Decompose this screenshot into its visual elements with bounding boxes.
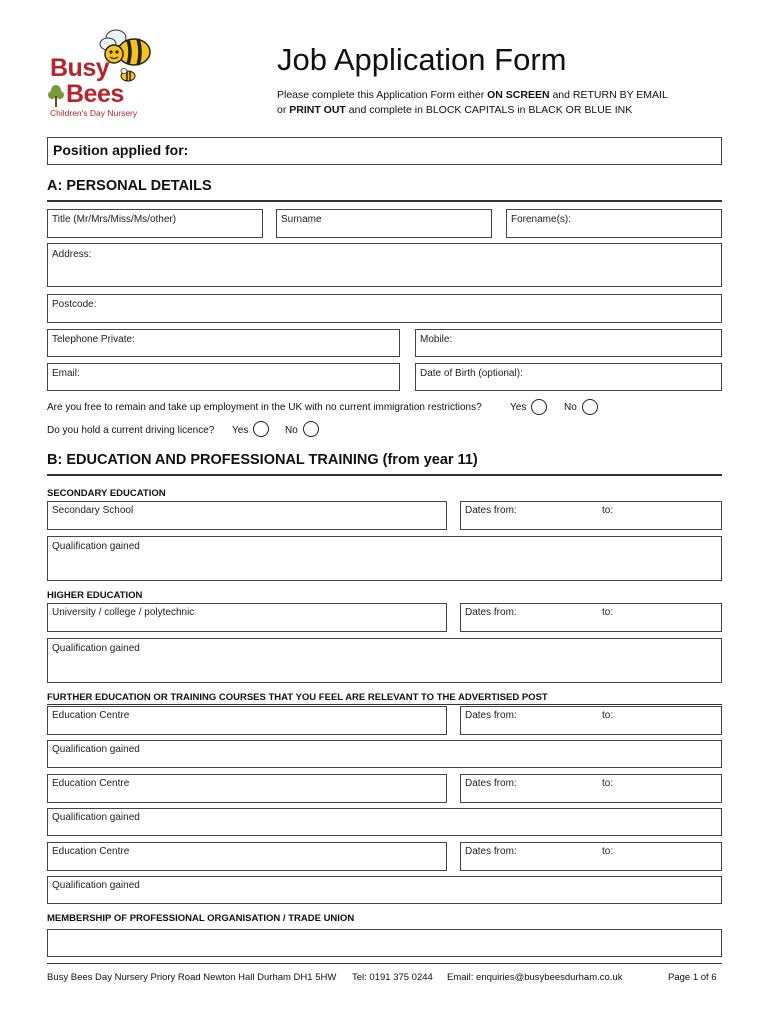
immigration-yes-radio[interactable] bbox=[531, 399, 547, 415]
intro-text: and RETURN BY EMAIL bbox=[549, 89, 668, 101]
further-dates-field-3[interactable] bbox=[460, 842, 722, 871]
intro-text: or bbox=[277, 104, 290, 116]
telephone-label: Telephone Private: bbox=[52, 334, 135, 345]
driving-licence-question: Do you hold a current driving licence? bbox=[47, 425, 215, 436]
section-a-heading: A: PERSONAL DETAILS bbox=[47, 178, 212, 194]
footer-divider bbox=[47, 963, 722, 964]
education-centre-field-2[interactable] bbox=[47, 774, 447, 803]
education-centre-field-1[interactable] bbox=[47, 706, 447, 735]
dates-to-label: to: bbox=[602, 710, 614, 721]
further-education-divider bbox=[47, 704, 722, 705]
forename-field[interactable] bbox=[506, 209, 722, 238]
immigration-no-label: No bbox=[564, 402, 577, 413]
telephone-field[interactable] bbox=[47, 329, 400, 357]
page-title: Job Application Form bbox=[277, 42, 567, 77]
dates-from-label: Dates from: bbox=[465, 778, 517, 789]
higher-education-heading: HIGHER EDUCATION bbox=[47, 590, 143, 601]
driving-no-radio[interactable] bbox=[303, 421, 319, 437]
section-b-heading: B: EDUCATION AND PROFESSIONAL TRAINING (from year 11) bbox=[47, 452, 478, 468]
email-field[interactable] bbox=[47, 363, 400, 391]
education-centre-field-3[interactable] bbox=[47, 842, 447, 871]
intro-text: Please complete this Application Form either bbox=[277, 89, 488, 101]
postcode-label: Postcode: bbox=[52, 299, 97, 310]
higher-qualification-field[interactable] bbox=[47, 638, 722, 683]
driving-yes-radio[interactable] bbox=[253, 421, 269, 437]
secondary-school-label: Secondary School bbox=[52, 505, 134, 516]
logo-word-busy: Busy bbox=[50, 54, 110, 82]
logo-word-bees: Bees bbox=[66, 80, 124, 108]
intro-emphasis: ON SCREEN bbox=[487, 89, 550, 101]
dates-from-label: Dates from: bbox=[465, 846, 517, 857]
dates-to-label: to: bbox=[602, 846, 614, 857]
dob-field[interactable] bbox=[415, 363, 722, 391]
forename-label: Forename(s): bbox=[511, 214, 572, 225]
further-dates-field-1[interactable] bbox=[460, 706, 722, 735]
further-education-heading: FURTHER EDUCATION OR TRAINING COURSES THAT YOU FEEL ARE RELEVANT TO THE ADVERTISED POST bbox=[47, 692, 548, 703]
university-field[interactable] bbox=[47, 603, 447, 632]
qualification-label: Qualification gained bbox=[52, 643, 140, 654]
immigration-yes-label: Yes bbox=[510, 402, 527, 413]
secondary-dates-field[interactable] bbox=[460, 501, 722, 530]
busy-bees-logo bbox=[44, 28, 164, 120]
further-dates-field-2[interactable] bbox=[460, 774, 722, 803]
logo-tagline: Children's Day Nursery bbox=[50, 108, 138, 118]
position-applied-field[interactable] bbox=[47, 137, 722, 165]
email-label: Email: bbox=[52, 368, 80, 379]
dates-to-label: to: bbox=[602, 607, 614, 618]
intro-emphasis: PRINT OUT bbox=[289, 104, 346, 116]
mobile-field[interactable] bbox=[415, 329, 722, 357]
section-a-divider bbox=[47, 200, 722, 202]
education-centre-label: Education Centre bbox=[52, 710, 130, 721]
higher-dates-field[interactable] bbox=[460, 603, 722, 632]
mobile-label: Mobile: bbox=[420, 334, 453, 345]
dob-label: Date of Birth (optional): bbox=[420, 368, 523, 379]
position-applied-label: Position applied for: bbox=[53, 142, 189, 158]
surname-label: Surname bbox=[281, 214, 322, 225]
university-label: University / college / polytechnic bbox=[52, 607, 195, 618]
driving-no-label: No bbox=[285, 425, 298, 436]
education-centre-label: Education Centre bbox=[52, 846, 130, 857]
page-number: Page 1 of 6 bbox=[668, 972, 717, 983]
secondary-education-heading: SECONDARY EDUCATION bbox=[47, 488, 166, 499]
driving-yes-label: Yes bbox=[232, 425, 249, 436]
dates-from-label: Dates from: bbox=[465, 607, 517, 618]
education-centre-label: Education Centre bbox=[52, 778, 130, 789]
postcode-field[interactable] bbox=[47, 294, 722, 323]
further-qualification-field-2[interactable] bbox=[47, 808, 722, 836]
dates-from-label: Dates from: bbox=[465, 710, 517, 721]
dates-to-label: to: bbox=[602, 505, 614, 516]
footer-telephone: Tel: 0191 375 0244 bbox=[352, 972, 433, 983]
footer-address: Busy Bees Day Nursery Priory Road Newton Hall Durham DH1 5HW bbox=[47, 972, 337, 983]
secondary-qualification-field[interactable] bbox=[47, 536, 722, 581]
qualification-label: Qualification gained bbox=[52, 812, 140, 823]
intro-line-2 bbox=[277, 104, 632, 116]
immigration-question: Are you free to remain and take up employment in the UK with no current immigration restrictions? bbox=[47, 402, 482, 413]
section-b-divider bbox=[47, 474, 722, 476]
dates-to-label: to: bbox=[602, 778, 614, 789]
footer-email: Email: enquiries@busybeesdurham.co.uk bbox=[447, 972, 623, 983]
qualification-label: Qualification gained bbox=[52, 880, 140, 891]
title-label: Title (Mr/Mrs/Miss/Ms/other) bbox=[52, 214, 177, 225]
qualification-label: Qualification gained bbox=[52, 744, 140, 755]
tree-icon bbox=[48, 84, 64, 108]
address-field[interactable] bbox=[47, 243, 722, 287]
dates-from-label: Dates from: bbox=[465, 505, 517, 516]
membership-field[interactable] bbox=[47, 929, 722, 957]
further-qualification-field-1[interactable] bbox=[47, 740, 722, 768]
qualification-label: Qualification gained bbox=[52, 541, 140, 552]
surname-field[interactable] bbox=[276, 209, 492, 238]
secondary-school-field[interactable] bbox=[47, 501, 447, 530]
intro-text: and complete in BLOCK CAPITALS in BLACK OR BLUE INK bbox=[345, 104, 633, 116]
intro-line-1 bbox=[277, 89, 668, 101]
membership-heading: MEMBERSHIP OF PROFESSIONAL ORGANISATION / TRADE UNION bbox=[47, 913, 355, 924]
title-field[interactable] bbox=[47, 209, 263, 238]
further-qualification-field-3[interactable] bbox=[47, 876, 722, 904]
address-label: Address: bbox=[52, 249, 92, 260]
immigration-no-radio[interactable] bbox=[582, 399, 598, 415]
